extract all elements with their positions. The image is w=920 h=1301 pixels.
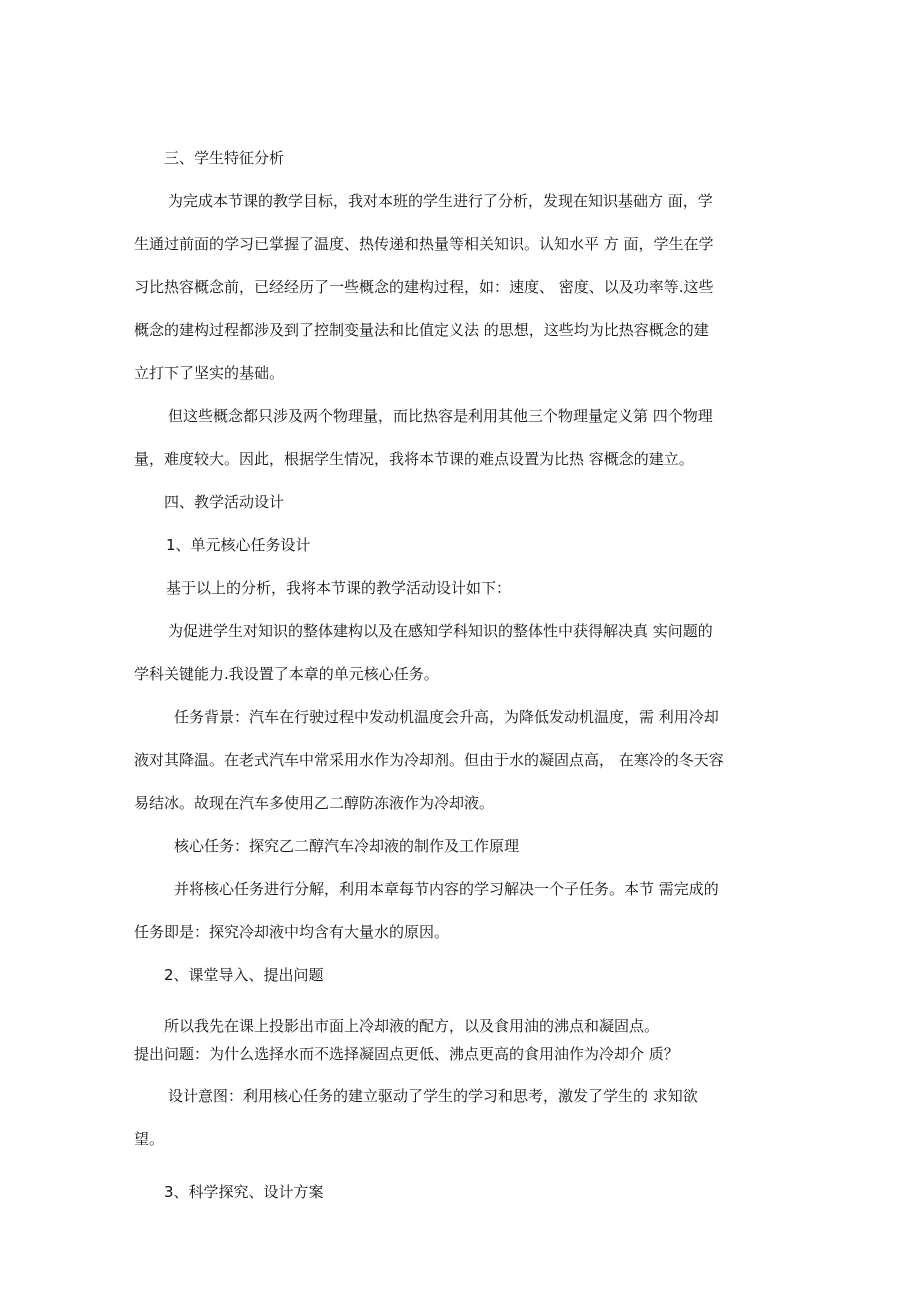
subheading-2: 2、课堂导入、提出问题 [164,966,324,984]
paragraph-line: 学科关键能力.我设置了本章的单元核心任务。 [134,665,439,683]
paragraph-line: 液对其降温。在老式汽车中常采用水作为冷却剂。但由于水的凝固点高， 在寒冷的冬天容 [134,751,724,769]
subheading-3: 3、科学探究、设计方案 [164,1183,324,1201]
paragraph-line: 为促进学生对知识的整体建构以及在感知学科知识的整体性中获得解决真 实问题的 [168,622,713,640]
paragraph-line: 任务即是：探究冷却液中均含有大量水的原因。 [134,923,450,941]
paragraph-line: 习比热容概念前，已经经历了一些概念的建构过程，如：速度、 密度、以及功率等.这些 [134,278,714,296]
paragraph-line: 任务背景：汽车在行驶过程中发动机温度会升高，为降低发动机温度，需 利用冷却 [174,708,719,726]
paragraph-line: 望。 [134,1130,165,1148]
paragraph-line: 设计意图：利用核心任务的建立驱动了学生的学习和思考，激发了学生的 求知欲 [168,1087,698,1105]
paragraph-line: 提出问题：为什么选择水而不选择凝固点更低、沸点更高的食用油作为冷却介 质？ [134,1045,679,1063]
core-task-line: 核心任务：探究乙二醇汽车冷却液的制作及工作原理 [174,837,520,855]
paragraph-line: 所以我先在课上投影出市面上冷却液的配方，以及食用油的沸点和凝固点。 [164,1017,660,1035]
subheading-1: 1、单元核心任务设计 [166,536,311,554]
paragraph-line: 基于以上的分析，我将本节课的教学活动设计如下： [166,579,512,597]
paragraph-line: 但这些概念都只涉及两个物理量，而比热容是利用其他三个物理量定义第 四个物理 [168,407,713,425]
paragraph-line: 为完成本节课的教学目标，我对本班的学生进行了分析，发现在知识基础方 面，学 [168,192,713,210]
paragraph-line: 并将核心任务进行分解，利用本章每节内容的学习解决一个子任务。本节 需完成的 [174,880,719,898]
section-heading-3: 三、学生特征分析 [164,149,285,167]
paragraph-line: 概念的建构过程都涉及到了控制变量法和比值定义法 的思想，这些均为比热容概念的建 [134,321,709,339]
paragraph-line: 易结冰。故现在汽车多使用乙二醇防冻液作为冷却液。 [134,794,495,812]
paragraph-line: 立打下了坚实的基础。 [134,364,285,382]
paragraph-line: 生通过前面的学习已掌握了温度、热传递和热量等相关知识。认知水平 方 面，学生在学 [134,235,714,253]
section-heading-4: 四、教学活动设计 [164,493,285,511]
paragraph-line: 量，难度较大。因此，根据学生情况，我将本节课的难点设置为比热 容概念的建立。 [134,450,694,468]
